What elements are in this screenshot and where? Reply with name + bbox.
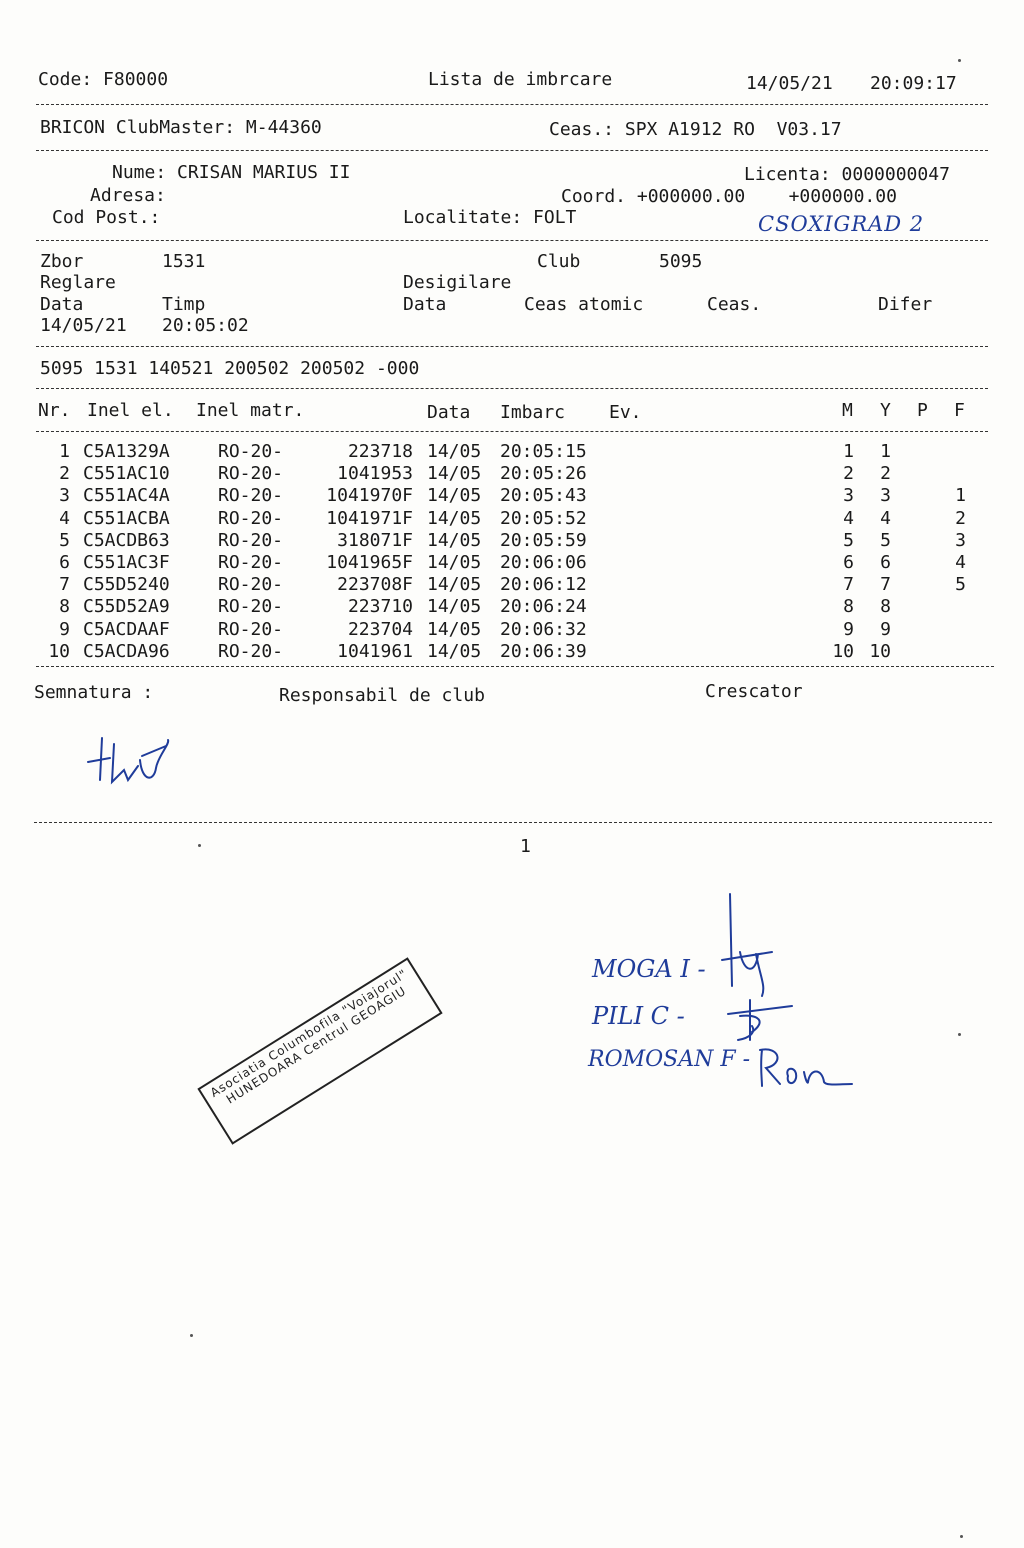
flight-label: Zbor xyxy=(40,251,84,272)
cell-ring-number: 223710 xyxy=(347,596,413,618)
cell-date: 14/05 xyxy=(427,485,482,507)
col-header-inel-matr: Inel matr. xyxy=(196,400,305,421)
col-header-f: F xyxy=(954,400,965,421)
col-header-nr: Nr. xyxy=(38,400,71,421)
cell-f: 2 xyxy=(955,507,966,529)
cell-y: 3 xyxy=(880,485,891,507)
print-date: 14/05/21 xyxy=(746,73,833,94)
cell-y: 5 xyxy=(880,529,891,551)
witness-signatures xyxy=(700,890,870,1100)
cell-time: 20:06:06 xyxy=(500,552,587,573)
cell-nr: 7 xyxy=(59,574,70,596)
cell-y: 8 xyxy=(880,596,891,618)
handwritten-signature xyxy=(80,730,180,790)
setting-date: 14/05/21 xyxy=(40,315,127,336)
cell-y: 7 xyxy=(880,574,891,596)
cell-ring-prefix: RO-20- xyxy=(218,552,284,573)
locality: Localitate: FOLT xyxy=(403,207,577,228)
cell-ring-prefix: RO-20- xyxy=(218,463,284,485)
scan-speck xyxy=(198,844,201,847)
col-header-ev: Ev. xyxy=(609,402,642,423)
club-label: Club xyxy=(537,251,581,272)
cell-m: 8 xyxy=(843,596,854,618)
cell-m: 2 xyxy=(843,463,854,485)
cell-y: 10 xyxy=(869,640,891,662)
cell-nr: 5 xyxy=(59,529,70,551)
divider xyxy=(36,346,988,347)
cell-nr: 9 xyxy=(59,618,70,640)
time-label: Timp xyxy=(162,294,206,315)
cell-electronic-ring: C551AC4A xyxy=(83,485,170,507)
scan-speck xyxy=(958,59,961,62)
col-header-data: Data xyxy=(427,402,471,423)
cell-ring-number: 1041965F xyxy=(326,552,413,573)
clock-label: Ceas. xyxy=(707,294,762,315)
col-header-inel-el: Inel el. xyxy=(87,400,174,421)
cell-time: 20:05:26 xyxy=(500,463,587,485)
cell-ring-number: 1041961 xyxy=(337,640,413,662)
cell-ring-number: 1041971F xyxy=(326,507,413,529)
handwritten-locality: CSOXIGRAD 2 xyxy=(758,212,925,236)
cell-time: 20:06:24 xyxy=(500,596,587,618)
cell-m: 6 xyxy=(843,552,854,573)
cell-electronic-ring: C5ACDAAF xyxy=(83,618,170,640)
cell-m: 1 xyxy=(843,441,854,462)
difference-label: Difer xyxy=(878,294,933,315)
cell-ring-prefix: RO-20- xyxy=(218,574,284,596)
cell-electronic-ring: C55D52A9 xyxy=(83,596,170,618)
cell-nr: 6 xyxy=(59,552,70,573)
scan-speck xyxy=(190,1334,193,1337)
divider xyxy=(36,104,988,105)
divider xyxy=(34,822,992,823)
clock-id: Ceas.: SPX A1912 RO V03.17 xyxy=(549,119,842,140)
setting-time: 20:05:02 xyxy=(162,315,249,336)
cell-nr: 4 xyxy=(59,507,70,529)
postal-code-label: Cod Post.: xyxy=(52,207,161,228)
col-header-y: Y xyxy=(880,400,891,421)
cell-electronic-ring: C5ACDB63 xyxy=(83,529,170,551)
cell-ring-number: 318071F xyxy=(337,529,413,551)
divider xyxy=(36,666,994,667)
col-header-imbarc: Imbarc xyxy=(500,402,566,423)
setting-label: Reglare xyxy=(40,272,116,293)
cell-ring-number: 1041970F xyxy=(326,485,413,507)
divider xyxy=(36,388,988,389)
cell-date: 14/05 xyxy=(427,596,482,618)
cell-nr: 10 xyxy=(48,640,70,662)
club-manager-label: Responsabil de club xyxy=(279,685,485,706)
cell-electronic-ring: C5A1329A xyxy=(83,441,170,462)
cell-ring-prefix: RO-20- xyxy=(218,485,284,507)
print-time: 20:09:17 xyxy=(870,73,957,94)
cell-ring-number: 223704 xyxy=(347,618,413,640)
col-header-p: P xyxy=(917,400,928,421)
cell-electronic-ring: C55D5240 xyxy=(83,574,170,596)
cell-electronic-ring: C5ACDA96 xyxy=(83,640,170,662)
cell-time: 20:05:52 xyxy=(500,507,587,529)
scan-speck xyxy=(958,1033,961,1036)
cell-date: 14/05 xyxy=(427,574,482,596)
stamp-text: Asociatia Columbofila "Voiajorul" HUNEDOARA Centrul GEOAGIU xyxy=(207,966,410,1107)
cell-f: 1 xyxy=(955,485,966,507)
cell-time: 20:06:39 xyxy=(500,640,587,662)
cell-electronic-ring: C551AC3F xyxy=(83,552,170,573)
cell-date: 14/05 xyxy=(427,618,482,640)
cell-ring-number: 223718 xyxy=(347,441,413,462)
cell-m: 10 xyxy=(832,640,854,662)
cell-y: 2 xyxy=(880,463,891,485)
cell-f: 4 xyxy=(955,552,966,573)
cell-date: 14/05 xyxy=(427,507,482,529)
cell-ring-prefix: RO-20- xyxy=(218,618,284,640)
cell-ring-prefix: RO-20- xyxy=(218,640,284,662)
col-header-m: M xyxy=(842,400,853,421)
flight-number: 1531 xyxy=(162,251,206,272)
cell-date: 14/05 xyxy=(427,463,482,485)
cell-m: 3 xyxy=(843,485,854,507)
owner-name: Nume: CRISAN MARIUS II xyxy=(112,162,351,183)
code-label: Code: F80000 xyxy=(38,69,169,90)
clubmaster-id: BRICON ClubMaster: M-44360 xyxy=(40,117,322,138)
page-number: 1 xyxy=(520,836,531,857)
cell-y: 6 xyxy=(880,552,891,573)
cell-electronic-ring: C551ACBA xyxy=(83,507,170,529)
witness-3-name: ROMOSAN F - xyxy=(588,1047,751,1072)
divider xyxy=(36,150,988,151)
witness-1-name: MOGA I - xyxy=(592,955,706,983)
club-stamp xyxy=(197,957,442,1144)
unsealing-date-label: Data xyxy=(403,294,447,315)
cell-nr: 8 xyxy=(59,596,70,618)
breeder-label: Crescator xyxy=(705,681,803,702)
atomic-clock-label: Ceas atomic xyxy=(524,294,644,315)
cell-ring-number: 1041953 xyxy=(337,463,413,485)
cell-f: 5 xyxy=(955,574,966,596)
cell-date: 14/05 xyxy=(427,640,482,662)
unsealing-label: Desigilare xyxy=(403,272,512,293)
coordinates: Coord. +000000.00 +000000.00 xyxy=(561,186,897,207)
signature-label: Semnatura : xyxy=(34,682,154,703)
flight-code-line: 5095 1531 140521 200502 200502 -000 xyxy=(40,358,420,379)
address-label: Adresa: xyxy=(90,185,166,206)
cell-date: 14/05 xyxy=(427,552,482,573)
scan-speck xyxy=(960,1535,963,1538)
cell-nr: 1 xyxy=(59,441,70,462)
cell-m: 9 xyxy=(843,618,854,640)
cell-m: 5 xyxy=(843,529,854,551)
cell-time: 20:06:32 xyxy=(500,618,587,640)
cell-date: 14/05 xyxy=(427,441,482,462)
club-number: 5095 xyxy=(659,251,703,272)
cell-nr: 3 xyxy=(59,485,70,507)
divider xyxy=(36,431,988,432)
cell-y: 1 xyxy=(880,441,891,462)
cell-time: 20:05:43 xyxy=(500,485,587,507)
cell-m: 4 xyxy=(843,507,854,529)
cell-ring-prefix: RO-20- xyxy=(218,529,284,551)
cell-y: 4 xyxy=(880,507,891,529)
document-title: Lista de imbrcare xyxy=(428,69,613,90)
cell-m: 7 xyxy=(843,574,854,596)
cell-time: 20:06:12 xyxy=(500,574,587,596)
cell-electronic-ring: C551AC10 xyxy=(83,463,170,485)
cell-ring-prefix: RO-20- xyxy=(218,507,284,529)
cell-ring-number: 223708F xyxy=(337,574,413,596)
cell-y: 9 xyxy=(880,618,891,640)
witness-2-name: PILI C - xyxy=(592,1002,685,1030)
cell-date: 14/05 xyxy=(427,529,482,551)
cell-nr: 2 xyxy=(59,463,70,485)
license-number: Licenta: 0000000047 xyxy=(744,164,950,185)
cell-ring-prefix: RO-20- xyxy=(218,596,284,618)
date-label: Data xyxy=(40,294,84,315)
cell-time: 20:05:59 xyxy=(500,529,587,551)
cell-f: 3 xyxy=(955,529,966,551)
cell-time: 20:05:15 xyxy=(500,441,587,462)
divider xyxy=(36,240,988,241)
cell-ring-prefix: RO-20- xyxy=(218,441,284,462)
